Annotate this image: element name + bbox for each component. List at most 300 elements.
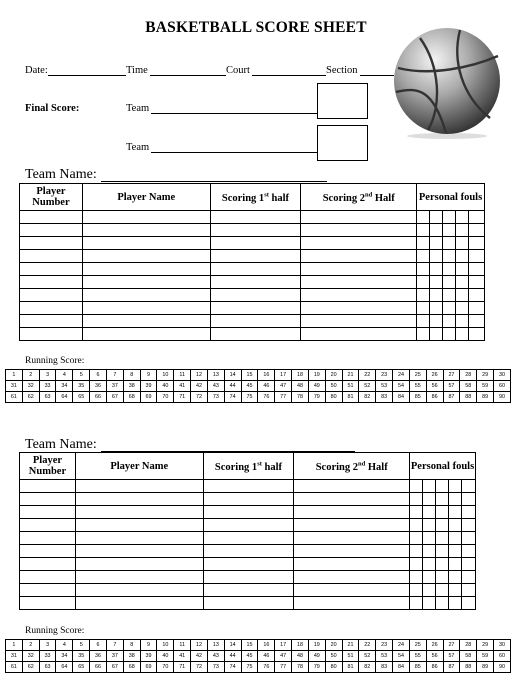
running-score-cell[interactable]: 30: [494, 640, 511, 651]
foul-cell[interactable]: [448, 558, 461, 571]
running-score-cell[interactable]: 63: [39, 392, 56, 403]
player-number-cell[interactable]: [20, 315, 83, 328]
running-score-cell[interactable]: 57: [443, 651, 460, 662]
running-score-cell[interactable]: 10: [157, 370, 174, 381]
scoring-1st-half-cell[interactable]: [203, 506, 294, 519]
running-score-cell[interactable]: 68: [123, 662, 140, 673]
player-number-cell[interactable]: [20, 493, 76, 506]
running-score-cell[interactable]: 86: [426, 662, 443, 673]
foul-cell[interactable]: [430, 302, 443, 315]
running-score-cell[interactable]: 44: [224, 651, 241, 662]
scoring-1st-half-cell[interactable]: [210, 263, 301, 276]
running-score-cell[interactable]: 35: [73, 651, 90, 662]
player-number-cell[interactable]: [20, 263, 83, 276]
running-score-cell[interactable]: 61: [6, 392, 23, 403]
running-score-cell[interactable]: 17: [275, 640, 292, 651]
running-score-cell[interactable]: 41: [174, 651, 191, 662]
running-score-cell[interactable]: 77: [275, 392, 292, 403]
foul-cell[interactable]: [410, 493, 423, 506]
foul-cell[interactable]: [448, 532, 461, 545]
running-score-cell[interactable]: 58: [460, 651, 477, 662]
running-score-cell[interactable]: 65: [73, 392, 90, 403]
scoring-2nd-half-cell[interactable]: [301, 302, 417, 315]
foul-cell[interactable]: [423, 558, 436, 571]
running-score-cell[interactable]: 69: [140, 392, 157, 403]
scoring-2nd-half-cell[interactable]: [294, 597, 410, 610]
running-score-cell[interactable]: 77: [275, 662, 292, 673]
foul-cell[interactable]: [443, 289, 456, 302]
foul-cell[interactable]: [448, 571, 461, 584]
player-number-cell[interactable]: [20, 571, 76, 584]
running-score-cell[interactable]: 27: [443, 640, 460, 651]
running-score-cell[interactable]: 66: [90, 392, 107, 403]
running-score-cell[interactable]: 90: [494, 392, 511, 403]
scoring-2nd-half-cell[interactable]: [301, 315, 417, 328]
running-score-cell[interactable]: 6: [90, 640, 107, 651]
running-score-cell[interactable]: 4: [56, 640, 73, 651]
player-number-cell[interactable]: [20, 289, 83, 302]
running-score-cell[interactable]: 3: [39, 640, 56, 651]
running-score-cell[interactable]: 89: [477, 392, 494, 403]
running-score-cell[interactable]: 13: [207, 640, 224, 651]
foul-cell[interactable]: [417, 276, 430, 289]
running-score-cell[interactable]: 52: [359, 651, 376, 662]
player-name-cell[interactable]: [82, 315, 210, 328]
player-number-cell[interactable]: [20, 302, 83, 315]
running-score-cell[interactable]: 40: [157, 651, 174, 662]
running-score-cell[interactable]: 84: [393, 392, 410, 403]
running-score-cell[interactable]: 78: [292, 392, 309, 403]
team-2-score-box[interactable]: [317, 125, 368, 161]
foul-cell[interactable]: [455, 276, 468, 289]
player-name-cell[interactable]: [75, 532, 203, 545]
running-score-cell[interactable]: 80: [325, 392, 342, 403]
scoring-2nd-half-cell[interactable]: [301, 250, 417, 263]
running-score-cell[interactable]: 83: [376, 392, 393, 403]
scoring-1st-half-cell[interactable]: [203, 519, 294, 532]
player-name-cell[interactable]: [75, 584, 203, 597]
running-score-cell[interactable]: 79: [308, 662, 325, 673]
running-score-cell[interactable]: 56: [426, 381, 443, 392]
foul-cell[interactable]: [430, 224, 443, 237]
foul-cell[interactable]: [461, 493, 475, 506]
foul-cell[interactable]: [410, 480, 423, 493]
running-score-cell[interactable]: 38: [123, 651, 140, 662]
scoring-1st-half-cell[interactable]: [203, 558, 294, 571]
running-score-cell[interactable]: 12: [191, 370, 208, 381]
running-score-cell[interactable]: 42: [191, 381, 208, 392]
foul-cell[interactable]: [461, 545, 475, 558]
scoring-2nd-half-cell[interactable]: [294, 506, 410, 519]
running-score-cell[interactable]: 24: [393, 370, 410, 381]
foul-cell[interactable]: [436, 480, 449, 493]
player-name-cell[interactable]: [75, 493, 203, 506]
player-name-cell[interactable]: [82, 211, 210, 224]
running-score-cell[interactable]: 31: [6, 381, 23, 392]
scoring-1st-half-cell[interactable]: [210, 302, 301, 315]
running-score-cell[interactable]: 37: [106, 651, 123, 662]
foul-cell[interactable]: [443, 224, 456, 237]
foul-cell[interactable]: [468, 302, 484, 315]
running-score-cell[interactable]: 79: [308, 392, 325, 403]
foul-cell[interactable]: [430, 211, 443, 224]
foul-cell[interactable]: [436, 493, 449, 506]
foul-cell[interactable]: [468, 211, 484, 224]
running-score-cell[interactable]: 14: [224, 640, 241, 651]
running-score-cell[interactable]: 60: [494, 651, 511, 662]
running-score-cell[interactable]: 44: [224, 381, 241, 392]
foul-cell[interactable]: [417, 302, 430, 315]
running-score-cell[interactable]: 83: [376, 662, 393, 673]
running-score-cell[interactable]: 27: [443, 370, 460, 381]
running-score-cell[interactable]: 80: [325, 662, 342, 673]
running-score-cell[interactable]: 5: [73, 370, 90, 381]
foul-cell[interactable]: [455, 237, 468, 250]
scoring-2nd-half-cell[interactable]: [301, 237, 417, 250]
player-name-cell[interactable]: [75, 480, 203, 493]
running-score-cell[interactable]: 87: [443, 662, 460, 673]
foul-cell[interactable]: [468, 289, 484, 302]
foul-cell[interactable]: [430, 276, 443, 289]
foul-cell[interactable]: [436, 571, 449, 584]
running-score-cell[interactable]: 34: [56, 651, 73, 662]
running-score-cell[interactable]: 46: [258, 381, 275, 392]
running-score-cell[interactable]: 53: [376, 651, 393, 662]
player-number-cell[interactable]: [20, 558, 76, 571]
scoring-2nd-half-cell[interactable]: [301, 289, 417, 302]
foul-cell[interactable]: [417, 224, 430, 237]
scoring-1st-half-cell[interactable]: [203, 532, 294, 545]
running-score-cell[interactable]: 36: [90, 381, 107, 392]
running-score-cell[interactable]: 70: [157, 392, 174, 403]
foul-cell[interactable]: [423, 584, 436, 597]
running-score-cell[interactable]: 86: [426, 392, 443, 403]
scoring-2nd-half-cell[interactable]: [294, 584, 410, 597]
scoring-2nd-half-cell[interactable]: [294, 571, 410, 584]
player-name-cell[interactable]: [82, 250, 210, 263]
scoring-1st-half-cell[interactable]: [210, 328, 301, 341]
foul-cell[interactable]: [430, 289, 443, 302]
time-field[interactable]: [150, 75, 226, 76]
running-score-cell[interactable]: 40: [157, 381, 174, 392]
running-score-cell[interactable]: 85: [409, 392, 426, 403]
foul-cell[interactable]: [455, 224, 468, 237]
running-score-cell[interactable]: 47: [275, 651, 292, 662]
running-score-cell[interactable]: 13: [207, 370, 224, 381]
running-score-cell[interactable]: 73: [207, 392, 224, 403]
player-number-cell[interactable]: [20, 224, 83, 237]
running-score-cell[interactable]: 35: [73, 381, 90, 392]
running-score-cell[interactable]: 48: [292, 651, 309, 662]
running-score-cell[interactable]: 60: [494, 381, 511, 392]
running-score-cell[interactable]: 81: [342, 392, 359, 403]
scoring-1st-half-cell[interactable]: [203, 584, 294, 597]
running-score-cell[interactable]: 46: [258, 651, 275, 662]
foul-cell[interactable]: [448, 519, 461, 532]
scoring-1st-half-cell[interactable]: [210, 276, 301, 289]
foul-cell[interactable]: [468, 224, 484, 237]
scoring-1st-half-cell[interactable]: [210, 237, 301, 250]
team-2-field[interactable]: [151, 152, 317, 153]
foul-cell[interactable]: [410, 571, 423, 584]
player-name-cell[interactable]: [82, 328, 210, 341]
player-number-cell[interactable]: [20, 480, 76, 493]
player-number-cell[interactable]: [20, 532, 76, 545]
running-score-cell[interactable]: 16: [258, 640, 275, 651]
player-number-cell[interactable]: [20, 237, 83, 250]
running-score-cell[interactable]: 58: [460, 381, 477, 392]
running-score-cell[interactable]: 18: [292, 640, 309, 651]
running-score-cell[interactable]: 74: [224, 392, 241, 403]
running-score-cell[interactable]: 75: [241, 392, 258, 403]
foul-cell[interactable]: [410, 558, 423, 571]
player-number-cell[interactable]: [20, 250, 83, 263]
foul-cell[interactable]: [461, 558, 475, 571]
foul-cell[interactable]: [468, 315, 484, 328]
running-score-cell[interactable]: 62: [22, 662, 39, 673]
foul-cell[interactable]: [436, 519, 449, 532]
running-score-cell[interactable]: 59: [477, 381, 494, 392]
foul-cell[interactable]: [468, 263, 484, 276]
running-score-cell[interactable]: 49: [308, 381, 325, 392]
scoring-1st-half-cell[interactable]: [203, 571, 294, 584]
scoring-2nd-half-cell[interactable]: [301, 276, 417, 289]
running-score-cell[interactable]: 25: [409, 370, 426, 381]
scoring-2nd-half-cell[interactable]: [294, 558, 410, 571]
running-score-cell[interactable]: 11: [174, 370, 191, 381]
running-score-cell[interactable]: 23: [376, 640, 393, 651]
scoring-1st-half-cell[interactable]: [203, 597, 294, 610]
foul-cell[interactable]: [455, 302, 468, 315]
running-score-cell[interactable]: 16: [258, 370, 275, 381]
running-score-cell[interactable]: 88: [460, 662, 477, 673]
scoring-1st-half-cell[interactable]: [210, 224, 301, 237]
running-score-cell[interactable]: 29: [477, 370, 494, 381]
running-score-cell[interactable]: 42: [191, 651, 208, 662]
running-score-cell[interactable]: 22: [359, 370, 376, 381]
running-score-cell[interactable]: 17: [275, 370, 292, 381]
running-score-cell[interactable]: 67: [106, 392, 123, 403]
running-score-cell[interactable]: 43: [207, 381, 224, 392]
running-score-cell[interactable]: 28: [460, 640, 477, 651]
running-score-cell[interactable]: 9: [140, 640, 157, 651]
scoring-1st-half-cell[interactable]: [210, 315, 301, 328]
running-score-cell[interactable]: 8: [123, 370, 140, 381]
running-score-cell[interactable]: 19: [308, 370, 325, 381]
foul-cell[interactable]: [443, 237, 456, 250]
foul-cell[interactable]: [410, 506, 423, 519]
foul-cell[interactable]: [461, 480, 475, 493]
running-score-cell[interactable]: 2: [22, 640, 39, 651]
foul-cell[interactable]: [423, 545, 436, 558]
section-field[interactable]: [360, 75, 394, 76]
running-score-cell[interactable]: 20: [325, 370, 342, 381]
running-score-cell[interactable]: 8: [123, 640, 140, 651]
running-score-cell[interactable]: 70: [157, 662, 174, 673]
running-score-cell[interactable]: 32: [22, 651, 39, 662]
scoring-2nd-half-cell[interactable]: [294, 532, 410, 545]
player-number-cell[interactable]: [20, 545, 76, 558]
running-score-cell[interactable]: 51: [342, 381, 359, 392]
running-score-cell[interactable]: 41: [174, 381, 191, 392]
foul-cell[interactable]: [448, 493, 461, 506]
running-score-cell[interactable]: 56: [426, 651, 443, 662]
player-number-cell[interactable]: [20, 506, 76, 519]
running-score-cell[interactable]: 47: [275, 381, 292, 392]
running-score-cell[interactable]: 4: [56, 370, 73, 381]
foul-cell[interactable]: [443, 302, 456, 315]
running-score-cell[interactable]: 7: [106, 640, 123, 651]
running-score-cell[interactable]: 22: [359, 640, 376, 651]
foul-cell[interactable]: [417, 263, 430, 276]
running-score-cell[interactable]: 55: [409, 381, 426, 392]
scoring-1st-half-cell[interactable]: [210, 289, 301, 302]
player-name-cell[interactable]: [75, 571, 203, 584]
foul-cell[interactable]: [468, 328, 484, 341]
running-score-cell[interactable]: 52: [359, 381, 376, 392]
foul-cell[interactable]: [417, 289, 430, 302]
running-score-cell[interactable]: 28: [460, 370, 477, 381]
foul-cell[interactable]: [468, 237, 484, 250]
running-score-cell[interactable]: 64: [56, 392, 73, 403]
foul-cell[interactable]: [436, 506, 449, 519]
foul-cell[interactable]: [461, 571, 475, 584]
running-score-cell[interactable]: 24: [393, 640, 410, 651]
running-score-cell[interactable]: 38: [123, 381, 140, 392]
scoring-1st-half-cell[interactable]: [210, 211, 301, 224]
player-name-cell[interactable]: [82, 276, 210, 289]
running-score-cell[interactable]: 32: [22, 381, 39, 392]
scoring-1st-half-cell[interactable]: [210, 250, 301, 263]
foul-cell[interactable]: [436, 545, 449, 558]
foul-cell[interactable]: [455, 289, 468, 302]
player-number-cell[interactable]: [20, 597, 76, 610]
player-name-cell[interactable]: [75, 545, 203, 558]
foul-cell[interactable]: [468, 250, 484, 263]
running-score-cell[interactable]: 19: [308, 640, 325, 651]
running-score-cell[interactable]: 15: [241, 640, 258, 651]
foul-cell[interactable]: [423, 506, 436, 519]
player-number-cell[interactable]: [20, 328, 83, 341]
foul-cell[interactable]: [455, 315, 468, 328]
running-score-cell[interactable]: 82: [359, 662, 376, 673]
foul-cell[interactable]: [417, 250, 430, 263]
player-number-cell[interactable]: [20, 276, 83, 289]
foul-cell[interactable]: [423, 519, 436, 532]
running-score-cell[interactable]: 62: [22, 392, 39, 403]
foul-cell[interactable]: [417, 211, 430, 224]
scoring-1st-half-cell[interactable]: [203, 480, 294, 493]
team-name-field-1[interactable]: [101, 181, 327, 182]
foul-cell[interactable]: [410, 519, 423, 532]
foul-cell[interactable]: [417, 237, 430, 250]
foul-cell[interactable]: [430, 328, 443, 341]
foul-cell[interactable]: [423, 480, 436, 493]
player-name-cell[interactable]: [75, 558, 203, 571]
foul-cell[interactable]: [455, 263, 468, 276]
running-score-cell[interactable]: 25: [409, 640, 426, 651]
foul-cell[interactable]: [423, 571, 436, 584]
foul-cell[interactable]: [430, 237, 443, 250]
foul-cell[interactable]: [448, 597, 461, 610]
team-1-score-box[interactable]: [317, 83, 368, 119]
running-score-cell[interactable]: 15: [241, 370, 258, 381]
running-score-cell[interactable]: 1: [6, 370, 23, 381]
running-score-cell[interactable]: 39: [140, 651, 157, 662]
scoring-2nd-half-cell[interactable]: [301, 211, 417, 224]
running-score-cell[interactable]: 82: [359, 392, 376, 403]
foul-cell[interactable]: [448, 480, 461, 493]
running-score-cell[interactable]: 21: [342, 370, 359, 381]
foul-cell[interactable]: [436, 558, 449, 571]
running-score-cell[interactable]: 61: [6, 662, 23, 673]
foul-cell[interactable]: [461, 519, 475, 532]
foul-cell[interactable]: [448, 584, 461, 597]
running-score-cell[interactable]: 1: [6, 640, 23, 651]
running-score-cell[interactable]: 26: [426, 370, 443, 381]
foul-cell[interactable]: [448, 545, 461, 558]
foul-cell[interactable]: [410, 597, 423, 610]
running-score-cell[interactable]: 33: [39, 651, 56, 662]
running-score-cell[interactable]: 76: [258, 662, 275, 673]
foul-cell[interactable]: [443, 211, 456, 224]
foul-cell[interactable]: [448, 506, 461, 519]
running-score-cell[interactable]: 78: [292, 662, 309, 673]
player-name-cell[interactable]: [82, 302, 210, 315]
foul-cell[interactable]: [461, 584, 475, 597]
foul-cell[interactable]: [455, 328, 468, 341]
foul-cell[interactable]: [430, 263, 443, 276]
running-score-cell[interactable]: 5: [73, 640, 90, 651]
running-score-cell[interactable]: 66: [90, 662, 107, 673]
running-score-cell[interactable]: 14: [224, 370, 241, 381]
foul-cell[interactable]: [461, 506, 475, 519]
running-score-cell[interactable]: 2: [22, 370, 39, 381]
foul-cell[interactable]: [430, 315, 443, 328]
running-score-cell[interactable]: 63: [39, 662, 56, 673]
running-score-cell[interactable]: 34: [56, 381, 73, 392]
running-score-cell[interactable]: 9: [140, 370, 157, 381]
player-name-cell[interactable]: [82, 224, 210, 237]
foul-cell[interactable]: [410, 545, 423, 558]
foul-cell[interactable]: [417, 328, 430, 341]
team-1-field[interactable]: [151, 113, 317, 114]
player-name-cell[interactable]: [82, 289, 210, 302]
running-score-cell[interactable]: 75: [241, 662, 258, 673]
foul-cell[interactable]: [423, 597, 436, 610]
court-field[interactable]: [252, 75, 326, 76]
scoring-2nd-half-cell[interactable]: [294, 545, 410, 558]
running-score-cell[interactable]: 71: [174, 392, 191, 403]
foul-cell[interactable]: [443, 315, 456, 328]
running-score-cell[interactable]: 49: [308, 651, 325, 662]
running-score-cell[interactable]: 84: [393, 662, 410, 673]
running-score-cell[interactable]: 11: [174, 640, 191, 651]
running-score-cell[interactable]: 36: [90, 651, 107, 662]
running-score-cell[interactable]: 23: [376, 370, 393, 381]
running-score-cell[interactable]: 90: [494, 662, 511, 673]
running-score-cell[interactable]: 33: [39, 381, 56, 392]
running-score-cell[interactable]: 71: [174, 662, 191, 673]
foul-cell[interactable]: [443, 328, 456, 341]
foul-cell[interactable]: [443, 276, 456, 289]
foul-cell[interactable]: [410, 532, 423, 545]
foul-cell[interactable]: [436, 597, 449, 610]
foul-cell[interactable]: [455, 250, 468, 263]
running-score-cell[interactable]: 54: [393, 381, 410, 392]
date-field[interactable]: [48, 75, 126, 76]
running-score-cell[interactable]: 68: [123, 392, 140, 403]
